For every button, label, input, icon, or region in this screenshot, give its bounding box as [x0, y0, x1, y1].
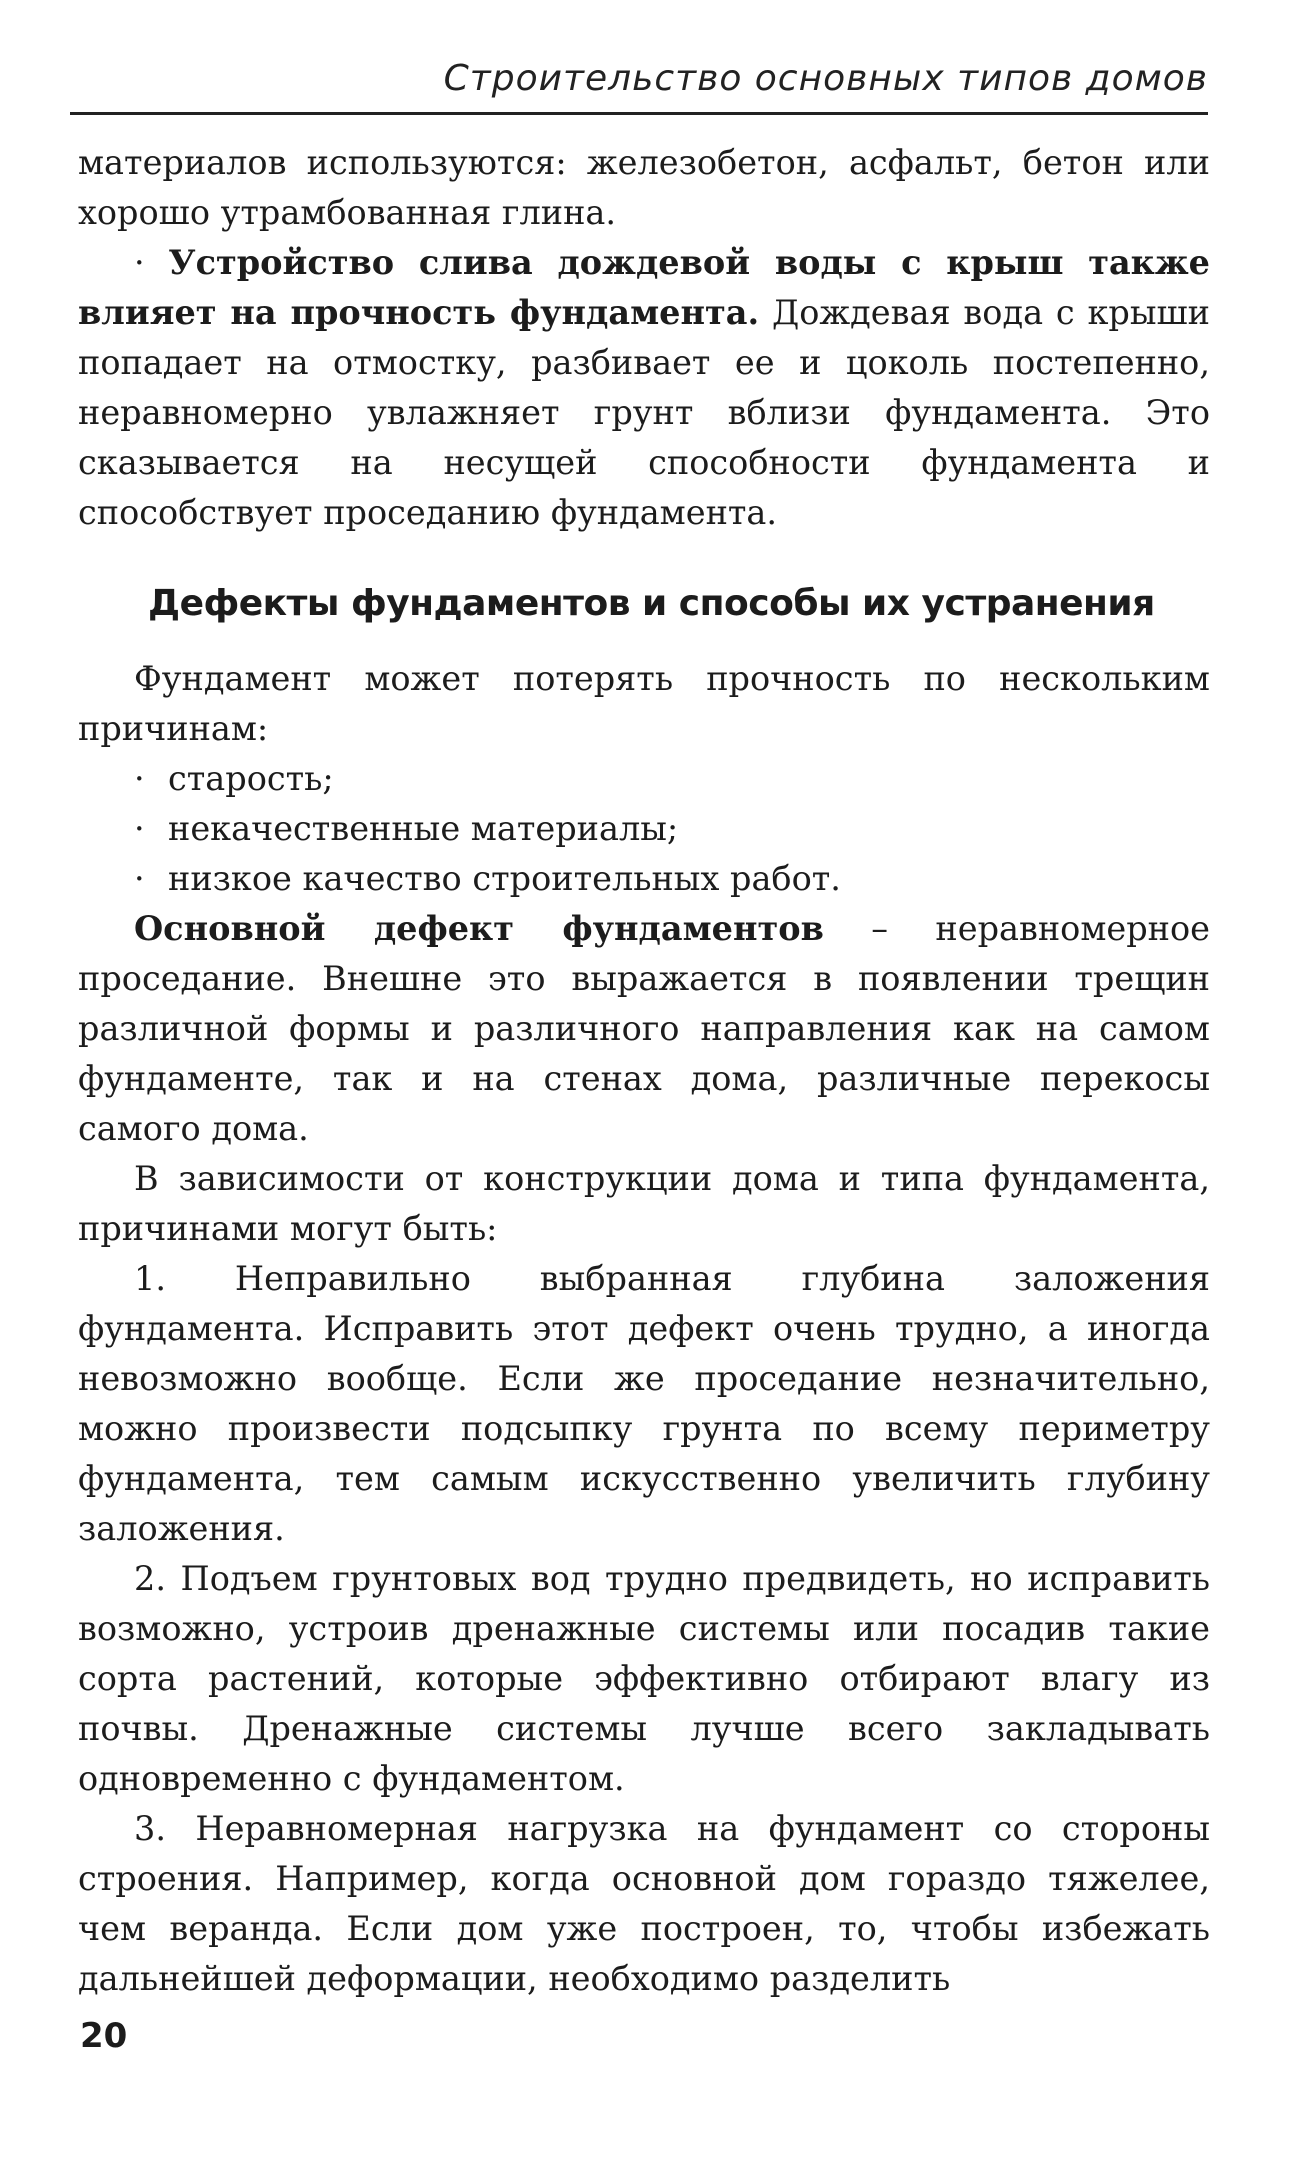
list-item: · старость;: [134, 754, 1210, 804]
paragraph-intro: Фундамент может потерять прочность по нескольким причинам:: [78, 659, 1210, 748]
list-item: · некачественные материалы;: [134, 804, 1210, 854]
bullet-mark: ·: [134, 759, 145, 798]
section-heading: Дефекты фундаментов и способы их устранения: [148, 583, 1155, 624]
bullet-mark: ·: [134, 243, 145, 282]
paragraph-dependence: В зависимости от конструкции дома и типа фундамента, причинами могут быть:: [78, 1159, 1210, 1248]
numbered-item-3: 3. Неравномерная нагрузка на фундамент со стороны строения. Например, когда основной дом гораздо тяжелее, чем веранда. Если дом уже построен, то, чтобы избежать дальнейшей деформации, необходимо разделить: [78, 1809, 1210, 1998]
numbered-item-1: 1. Неправильно выбранная глубина заложения фундамента. Исправить этот дефект очень трудно, а иногда невозможно вообще. Если же проседание незначительно, можно произвести подсыпку грунта по всему периметру фундамента, тем самым искусственно увеличить глубину заложения.: [78, 1259, 1210, 1548]
numbered-item-2: 2. Подъем грунтовых вод трудно предвидеть, но исправить возможно, устроив дренажные системы или посадив такие сорта растений, которые эффективно отбирают влагу из почвы. Дренажные системы лучше всего закладывать одновременно с фундаментом.: [78, 1559, 1210, 1798]
bold-lead: Устройство слива дождевой воды с крыш также влияет на прочность фундамента.: [78, 243, 1210, 332]
bullet-mark: ·: [134, 809, 145, 848]
header-rule: [70, 112, 1208, 115]
list-item: · низкое качество строительных работ.: [134, 854, 1210, 904]
page-number: 20: [80, 2016, 128, 2056]
causes-list: [78, 754, 1210, 904]
paragraph-text: – неравномерное проседание. Внешне это выражается в появлении трещин различной формы и различного направления как на самом фундаменте, так и на стенах дома, различные перекосы самого дома.: [78, 909, 1210, 1148]
page-body: [78, 138, 1210, 2004]
bold-lead: Основной дефект фундаментов: [134, 909, 824, 948]
paragraph-main-defect: [78, 904, 1210, 1154]
paragraph-text: Дождевая вода с крыши попадает на отмостку, разбивает ее и цоколь постепенно, неравномерно увлажняет грунт вблизи фундамента. Это сказывается на несущей способности фундамента и способствует проседанию фундамента.: [78, 293, 1210, 532]
bullet-mark: ·: [134, 859, 145, 898]
paragraph-continuation: материалов используются: железобетон, асфальт, бетон или хорошо утрамбованная глина.: [78, 143, 1210, 232]
paragraph-rainwater: [78, 238, 1210, 538]
running-title: Строительство основных типов домов: [443, 58, 1208, 99]
